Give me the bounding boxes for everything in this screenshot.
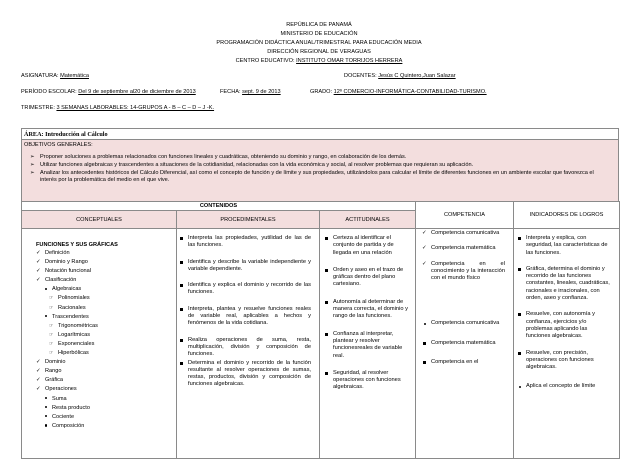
pointing-hand-icon: ☞ <box>49 350 54 357</box>
indicador-item: Gráfica, determina el dominio y recorrido de las funciones constantes, lineales, cuadráticas, racionales e irracionales, con orden, aseo y confianza. <box>517 266 613 302</box>
objetivo-item: ➢ Proponer soluciones a problemas relacionados con funciones lineales y cuadráticas, obteniendo su dominio y rango, en colaboración de los demás. <box>30 154 407 160</box>
square-bullet-icon <box>180 308 183 311</box>
objetivo-item: ➢ Analizar los antecedentes históricos del Cálculo Diferencial, así como el concepto de función y de límite y sus propiedades, utilizándolos para calcular el límite de diferentes funciones en un ambiente escolar que favorezca el interés por la problemática del medio en el que vive. <box>30 169 594 184</box>
indicador-item: Resuelve, con autonomía y confianza, ejercicios y/o problemas aplicando las funciones algebraicas. <box>517 311 613 340</box>
procedimental-item: Interpreta, plantea y resuelve funciones reales de variable real, aplicables a hechos y fenómenos de la vida cotidiana. <box>179 306 311 328</box>
square-bullet-icon <box>325 269 328 272</box>
grado-value: 12º COMERCIO-INFORMÁTICA-CONTABILIDAD-TURISMO. <box>333 89 487 95</box>
procedimental-item: Identifica y describe la variable independiente y variable dependiente. <box>179 259 311 274</box>
periodo-label: PERÍODO ESCOLAR: <box>21 89 79 95</box>
checkmark-icon: ✓ <box>422 245 427 252</box>
indicador-item: Aplica el concepto de límite <box>517 383 613 390</box>
square-bullet-icon <box>180 284 183 287</box>
concept-item: ☞ Hiperbólicas <box>49 349 176 358</box>
contenidos-title: CONTENIDOS <box>22 202 416 211</box>
objetivos-generales <box>21 139 619 203</box>
concept-item: ✓ Operaciones <box>36 385 176 394</box>
indicadores-list <box>514 229 619 391</box>
fecha <box>220 89 281 95</box>
objetivos-title: OBJETIVOS GENERALES: <box>24 142 93 148</box>
concept-item: ☞ Racionales <box>49 304 176 313</box>
header-programacion: PROGRAMACIÓN DIDÁCTICA ANUAL/TRIMESTRAL PARA EDUCACIÓN MEDIA <box>216 40 422 46</box>
concept-item: ☞ Exponenciales <box>49 340 176 349</box>
pointing-hand-icon: ☞ <box>49 304 54 311</box>
procedimentales-list <box>177 229 319 389</box>
actitudinal-item: Certeza al identificar el conjunto de partida y de llegada en una relación <box>324 235 409 257</box>
competencia-item: ✓ Competencia comunicativa <box>422 230 500 236</box>
pointing-hand-icon: ☞ <box>49 322 54 329</box>
arrow-bullet-icon: ➢ <box>30 161 35 168</box>
pointing-hand-icon: ☞ <box>49 340 54 347</box>
area-label: ÁREA: Introducción al Cálculo <box>24 131 108 138</box>
concept-item: ☞ Logarítmicas <box>49 331 176 340</box>
actitudinal-item: Seguridad, al resolver operaciones con funciones algebraicas. <box>324 370 409 392</box>
competencia-top-list <box>416 229 513 282</box>
arrow-bullet-icon: ➢ <box>30 154 35 160</box>
concept-item: Algebraicas <box>43 285 176 294</box>
indicador-item: Interpreta y explica, con seguridad, las características de las funciones. <box>517 235 613 257</box>
actitudinales-list <box>320 229 415 392</box>
indicador-item: Resuelve, con precisión, operaciones con funciones algebraicas. <box>517 350 613 372</box>
checkmark-icon: ✓ <box>36 268 41 275</box>
header-republica: REPÚBLICA DE PANAMÁ <box>286 22 352 28</box>
fecha-label: FECHA: <box>220 89 243 95</box>
column-header-conceptuales: CONCEPTUALES <box>22 211 177 229</box>
square-bullet-icon <box>180 261 183 264</box>
concept-item: Resta producto <box>43 404 176 413</box>
docentes <box>344 73 456 79</box>
square-bullet-icon <box>325 333 328 336</box>
actitudinal-item: Autonomía al determinar de manera correcta, el dominio y rango de las funciones. <box>324 299 409 321</box>
contenidos-table <box>21 201 620 459</box>
periodo <box>21 89 196 95</box>
fecha-value: sept. 9 de 2013 <box>242 89 281 95</box>
competencia-item: Competencia en el <box>422 359 505 366</box>
pointing-hand-icon: ☞ <box>49 295 54 302</box>
procedimental-item: Determina el dominio y recorrido de la función resultante al resolver operaciones de sumas, restas, productos, división y composición de funciones algebraicas. <box>179 360 311 389</box>
header-direccion: DIRECCIÓN REGIONAL DE VERAGUAS <box>267 49 371 55</box>
procedimental-item: Identifica y explica el dominio y recorrido de las funciones. <box>179 282 311 297</box>
concept-item: ✓ Clasificación <box>36 276 176 285</box>
dot-bullet-icon <box>45 288 47 290</box>
concept-item: Cociente <box>43 413 176 422</box>
checkmark-icon: ✓ <box>36 250 41 256</box>
trimestre-label: TRIMESTRE: <box>21 105 57 111</box>
checkmark-icon: ✓ <box>422 260 427 267</box>
checkmark-icon: ✓ <box>36 359 41 366</box>
dot-bullet-icon <box>519 386 521 388</box>
concept-item: Composición <box>43 422 176 431</box>
trimestre-value: 3 SEMANAS LABORABLES: 14-GRUPOS A - B – C – D – J -K. <box>56 105 215 111</box>
competencia-item: ✓ Competencia en el conocimiento y la interacción con el mundo físico <box>422 260 505 282</box>
square-bullet-icon <box>518 352 521 355</box>
conceptuales-cell <box>22 229 177 459</box>
header-centro-educativo <box>0 58 638 64</box>
concept-item: ✓ Definición <box>36 249 176 258</box>
concept-item: ✓ Gráfica <box>36 376 176 385</box>
square-bullet-icon <box>325 237 328 240</box>
square-bullet-icon <box>518 313 521 316</box>
column-header-actitudinales: ACTITUDINALES <box>320 211 416 229</box>
competencia-bottom-list <box>416 282 513 366</box>
square-bullet-icon <box>325 301 328 304</box>
concept-item: Trascendentes <box>43 313 176 322</box>
square-bullet-icon <box>180 339 183 342</box>
column-header-procedimentales: PROCEDIMENTALES <box>177 211 320 229</box>
square-bullet-icon <box>180 362 183 365</box>
concept-item: ☞ Polinomiales <box>49 294 176 303</box>
checkmark-icon: ✓ <box>422 230 427 236</box>
competencia-item: Competencia comunicativa <box>422 320 505 327</box>
checkmark-icon: ✓ <box>36 368 41 375</box>
checkmark-icon: ✓ <box>36 386 41 393</box>
square-bullet-icon <box>518 237 521 240</box>
dot-bullet-icon <box>45 424 47 426</box>
competencia-item: Competencia matemática <box>422 340 505 347</box>
concept-item: ✓ Dominio y Rango <box>36 258 176 267</box>
periodo-value: Del 9 de septiembre al20 de diciembre de 2013 <box>78 89 196 95</box>
dot-bullet-icon <box>45 315 47 317</box>
asignatura-label: ASIGNATURA: <box>21 73 61 79</box>
concept-item: ✓ Rango <box>36 367 176 376</box>
square-bullet-icon <box>180 237 183 240</box>
grado-label: GRADO: <box>310 89 334 95</box>
actitudinal-item: Confianza al interpretar, plantear y resolver funcionesreales de variable real. <box>324 331 409 360</box>
column-header-competencia: COMPETENCIA <box>416 202 514 229</box>
competencia-cell <box>416 229 514 459</box>
competencia-item: ✓ Competencia matemática <box>422 245 496 252</box>
conceptuales-list <box>22 248 176 431</box>
docentes-label: DOCENTES: <box>344 73 379 79</box>
checkmark-icon: ✓ <box>36 377 41 384</box>
asignatura-value: Matemática <box>60 73 89 79</box>
arrow-bullet-icon: ➢ <box>30 169 35 176</box>
centro-value: INSTITUTO OMAR TORRIJOS HERRERA <box>296 58 403 64</box>
checkmark-icon: ✓ <box>36 277 41 284</box>
indicadores-cell <box>514 229 620 459</box>
grado <box>310 89 487 95</box>
conceptuales-heading: FUNCIONES Y SUS GRÁFICAS <box>36 242 118 248</box>
dot-bullet-icon <box>45 397 47 399</box>
concept-item: ✓ Notación funcional <box>36 267 176 276</box>
header-ministerio: MINISTERIO DE EDUCACIÓN <box>280 31 358 37</box>
checkmark-icon: ✓ <box>36 259 41 266</box>
actitudinal-item: Orden y aseo en el trazo de gráficas dentro del plano cartesiano. <box>324 267 409 289</box>
column-header-indicadores: INDICADORES DE LOGROS <box>514 202 620 229</box>
actitudinales-cell <box>320 229 416 459</box>
objetivo-item: ➢ Utilizar funciones algebraicas y trascendentes a situaciones de la cotidianidad, relacionadas con la vida económica y social, al resolver problemas que requieran su aplicación. <box>30 161 474 168</box>
objetivos-list <box>30 154 612 185</box>
dot-bullet-icon <box>45 406 47 408</box>
trimestre <box>21 105 214 111</box>
square-bullet-icon <box>423 361 426 364</box>
procedimental-item: Realiza operaciones de suma, resta, multiplicación, división y composición de funciones. <box>179 337 311 359</box>
dot-bullet-icon <box>424 323 426 325</box>
concept-item: Suma <box>43 395 176 404</box>
square-bullet-icon <box>423 342 426 345</box>
square-bullet-icon <box>325 372 328 375</box>
concept-item: ☞ Trigonométricas <box>49 322 176 331</box>
centro-label: CENTRO EDUCATIVO: <box>235 58 297 64</box>
pointing-hand-icon: ☞ <box>49 331 54 338</box>
procedimentales-cell <box>177 229 320 459</box>
procedimental-item: Interpreta las propiedades, yutilidad de las de las funciones. <box>179 235 311 250</box>
asignatura <box>21 73 89 79</box>
docentes-value: Jesús C Quintero,Juan Salazar <box>378 73 456 79</box>
dot-bullet-icon <box>45 415 47 417</box>
concept-item: ✓ Dominio <box>36 358 176 367</box>
square-bullet-icon <box>518 268 521 271</box>
